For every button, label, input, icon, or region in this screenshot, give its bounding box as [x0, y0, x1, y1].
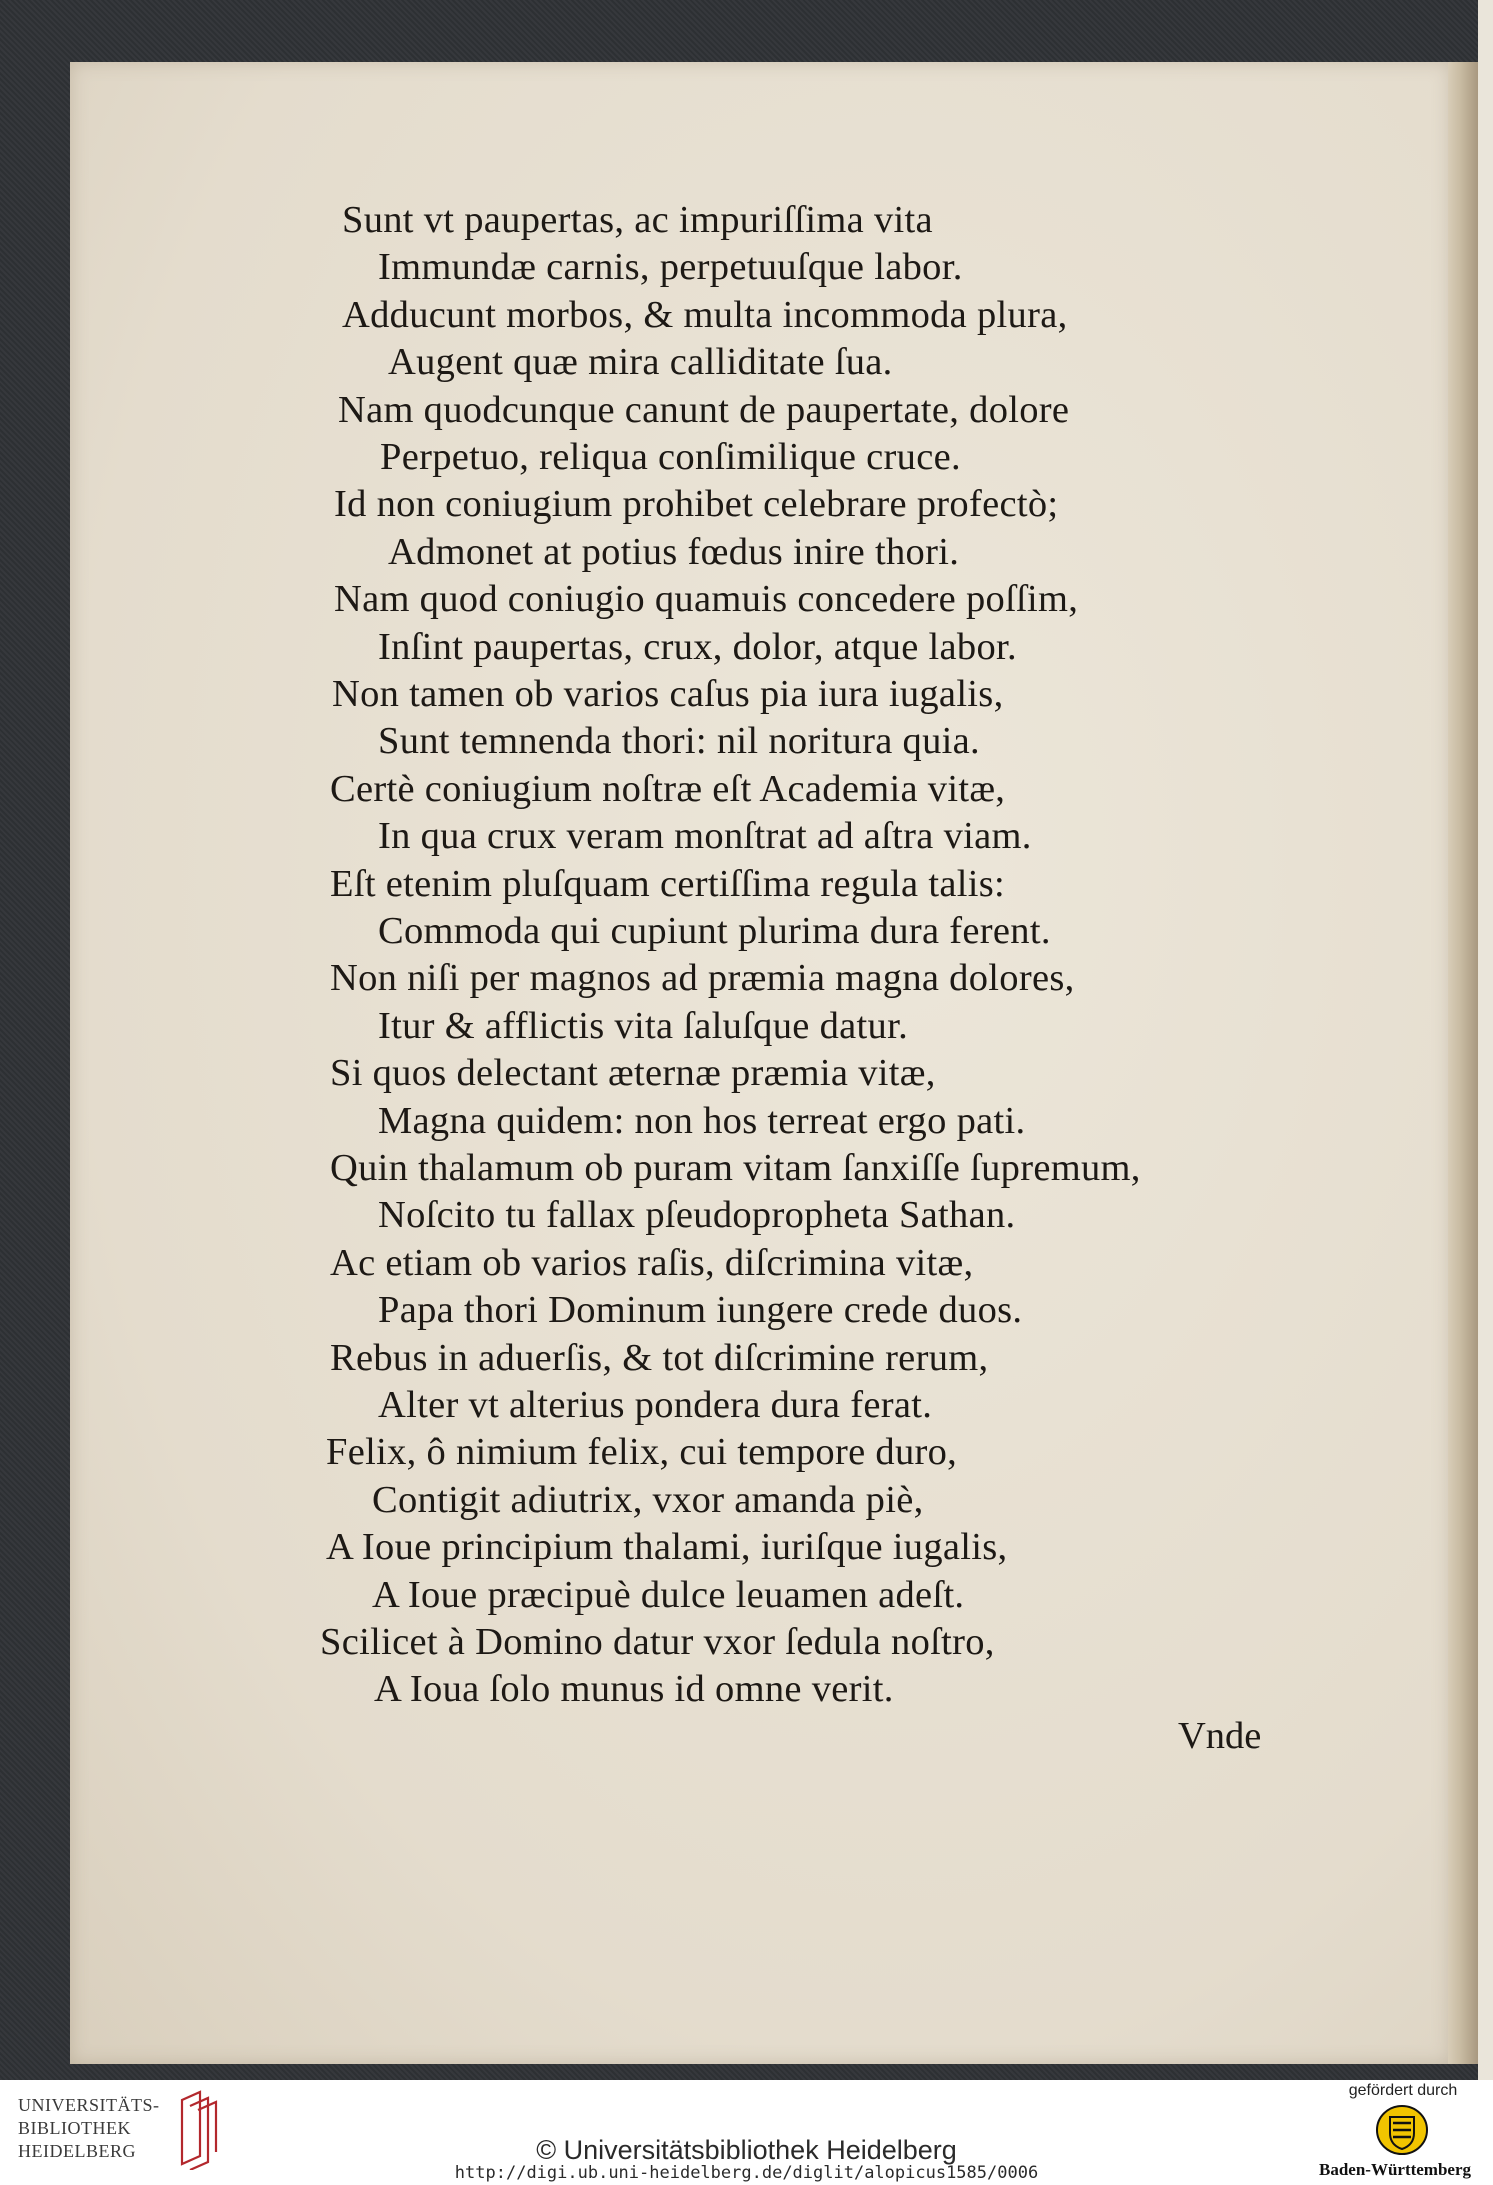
verse-line: Si quos delectant æternæ præmia vitæ, [330, 1052, 936, 1095]
verse-line: Felix, ô nimium felix, cui tempore duro, [326, 1431, 958, 1474]
catchword: Vnde [1178, 1715, 1262, 1757]
verse-line: Magna quidem: non hos terreat ergo pati. [378, 1099, 1026, 1142]
verse-line: Quin thalamum ob puram vitam ſanxiſſe ſupremum, [330, 1147, 1141, 1189]
verse-line: Immundæ carnis, perpetuuſque labor. [378, 246, 963, 289]
verse-line: Non tamen ob varios caſus pia iura iugalis, [332, 673, 1004, 715]
verse-line: Augent quæ mira calliditate ſua. [388, 341, 893, 384]
verse-line: Commoda qui cupiunt plurima dura ferent. [378, 910, 1051, 952]
verse-line: Contigit adiutrix, vxor amanda piè, [372, 1478, 924, 1521]
verse-line: A Ioua ſolo munus id omne verit. [374, 1668, 894, 1711]
verse-line: Scilicet à Domino datur vxor ſedula noſtro, [320, 1621, 995, 1663]
library-name-line: BIBLIOTHEK [18, 2118, 131, 2138]
verse-line: Ac etiam ob varios raſis, diſcrimina vitæ, [330, 1241, 974, 1284]
verse-line: Nam quodcunque canunt de paupertate, dolore [338, 388, 1070, 431]
verse-line: Non niſi per magnos ad præmia magna dolores, [330, 957, 1075, 1000]
verse-line: Perpetuo, reliqua conſimilique cruce. [380, 436, 961, 478]
verse-line: Nam quod coniugio quamuis concedere poſſim, [334, 578, 1079, 621]
verse-line: Sunt temnenda thori: nil noritura quia. [378, 720, 980, 763]
verse-line: Rebus in aduerſis, & tot diſcrimine rerum, [330, 1336, 989, 1379]
verse-line: Sunt vt paupertas, ac impuriſſima vita [342, 199, 933, 241]
verse-line: Id non coniugium prohibet celebrare profectò; [334, 483, 1059, 526]
verse-line: A Ioue præcipuè dulce leuamen adeſt. [372, 1573, 965, 1616]
verse-line: In qua crux veram monſtrat ad aſtra viam. [378, 815, 1032, 858]
library-name-line: UNIVERSITÄTS- [18, 2095, 160, 2115]
verse-line: Alter vt alterius pondera dura ferat. [378, 1384, 933, 1426]
permalink[interactable]: http://digi.ub.uni-heidelberg.de/diglit/alopicus1585/0006 [454, 2163, 1039, 2183]
verse-line: Papa thori Dominum iungere crede duos. [378, 1289, 1023, 1332]
verse-line: Adducunt morbos, & multa incommoda plura, [342, 293, 1068, 336]
state-coat-of-arms-icon [1375, 2103, 1429, 2157]
verse-line: Noſcito tu fallax pſeudopropheta Sathan. [378, 1194, 1016, 1237]
funded-by-label: gefördert durch [1348, 2082, 1458, 2099]
verse-line: Itur & afflictis vita ſaluſque datur. [378, 1004, 909, 1047]
verse-line: Eſt etenim pluſquam certiſſima regula talis: [330, 862, 1005, 905]
verse-line: Inſint paupertas, crux, dolor, atque labor. [378, 625, 1017, 668]
verse-line: Certè coniugium noſtræ eſt Academia vitæ, [330, 767, 1006, 810]
library-name-line: HEIDELBERG [18, 2141, 136, 2161]
state-name: Baden-Württemberg [1318, 2160, 1472, 2179]
copyright-notice: © Universitätsbibliothek Heidelberg [536, 2135, 957, 2165]
verse-line: Admonet at potius fœdus inire thori. [388, 530, 960, 573]
verse-line: A Ioue principium thalami, iuriſque iugalis, [326, 1526, 1008, 1569]
